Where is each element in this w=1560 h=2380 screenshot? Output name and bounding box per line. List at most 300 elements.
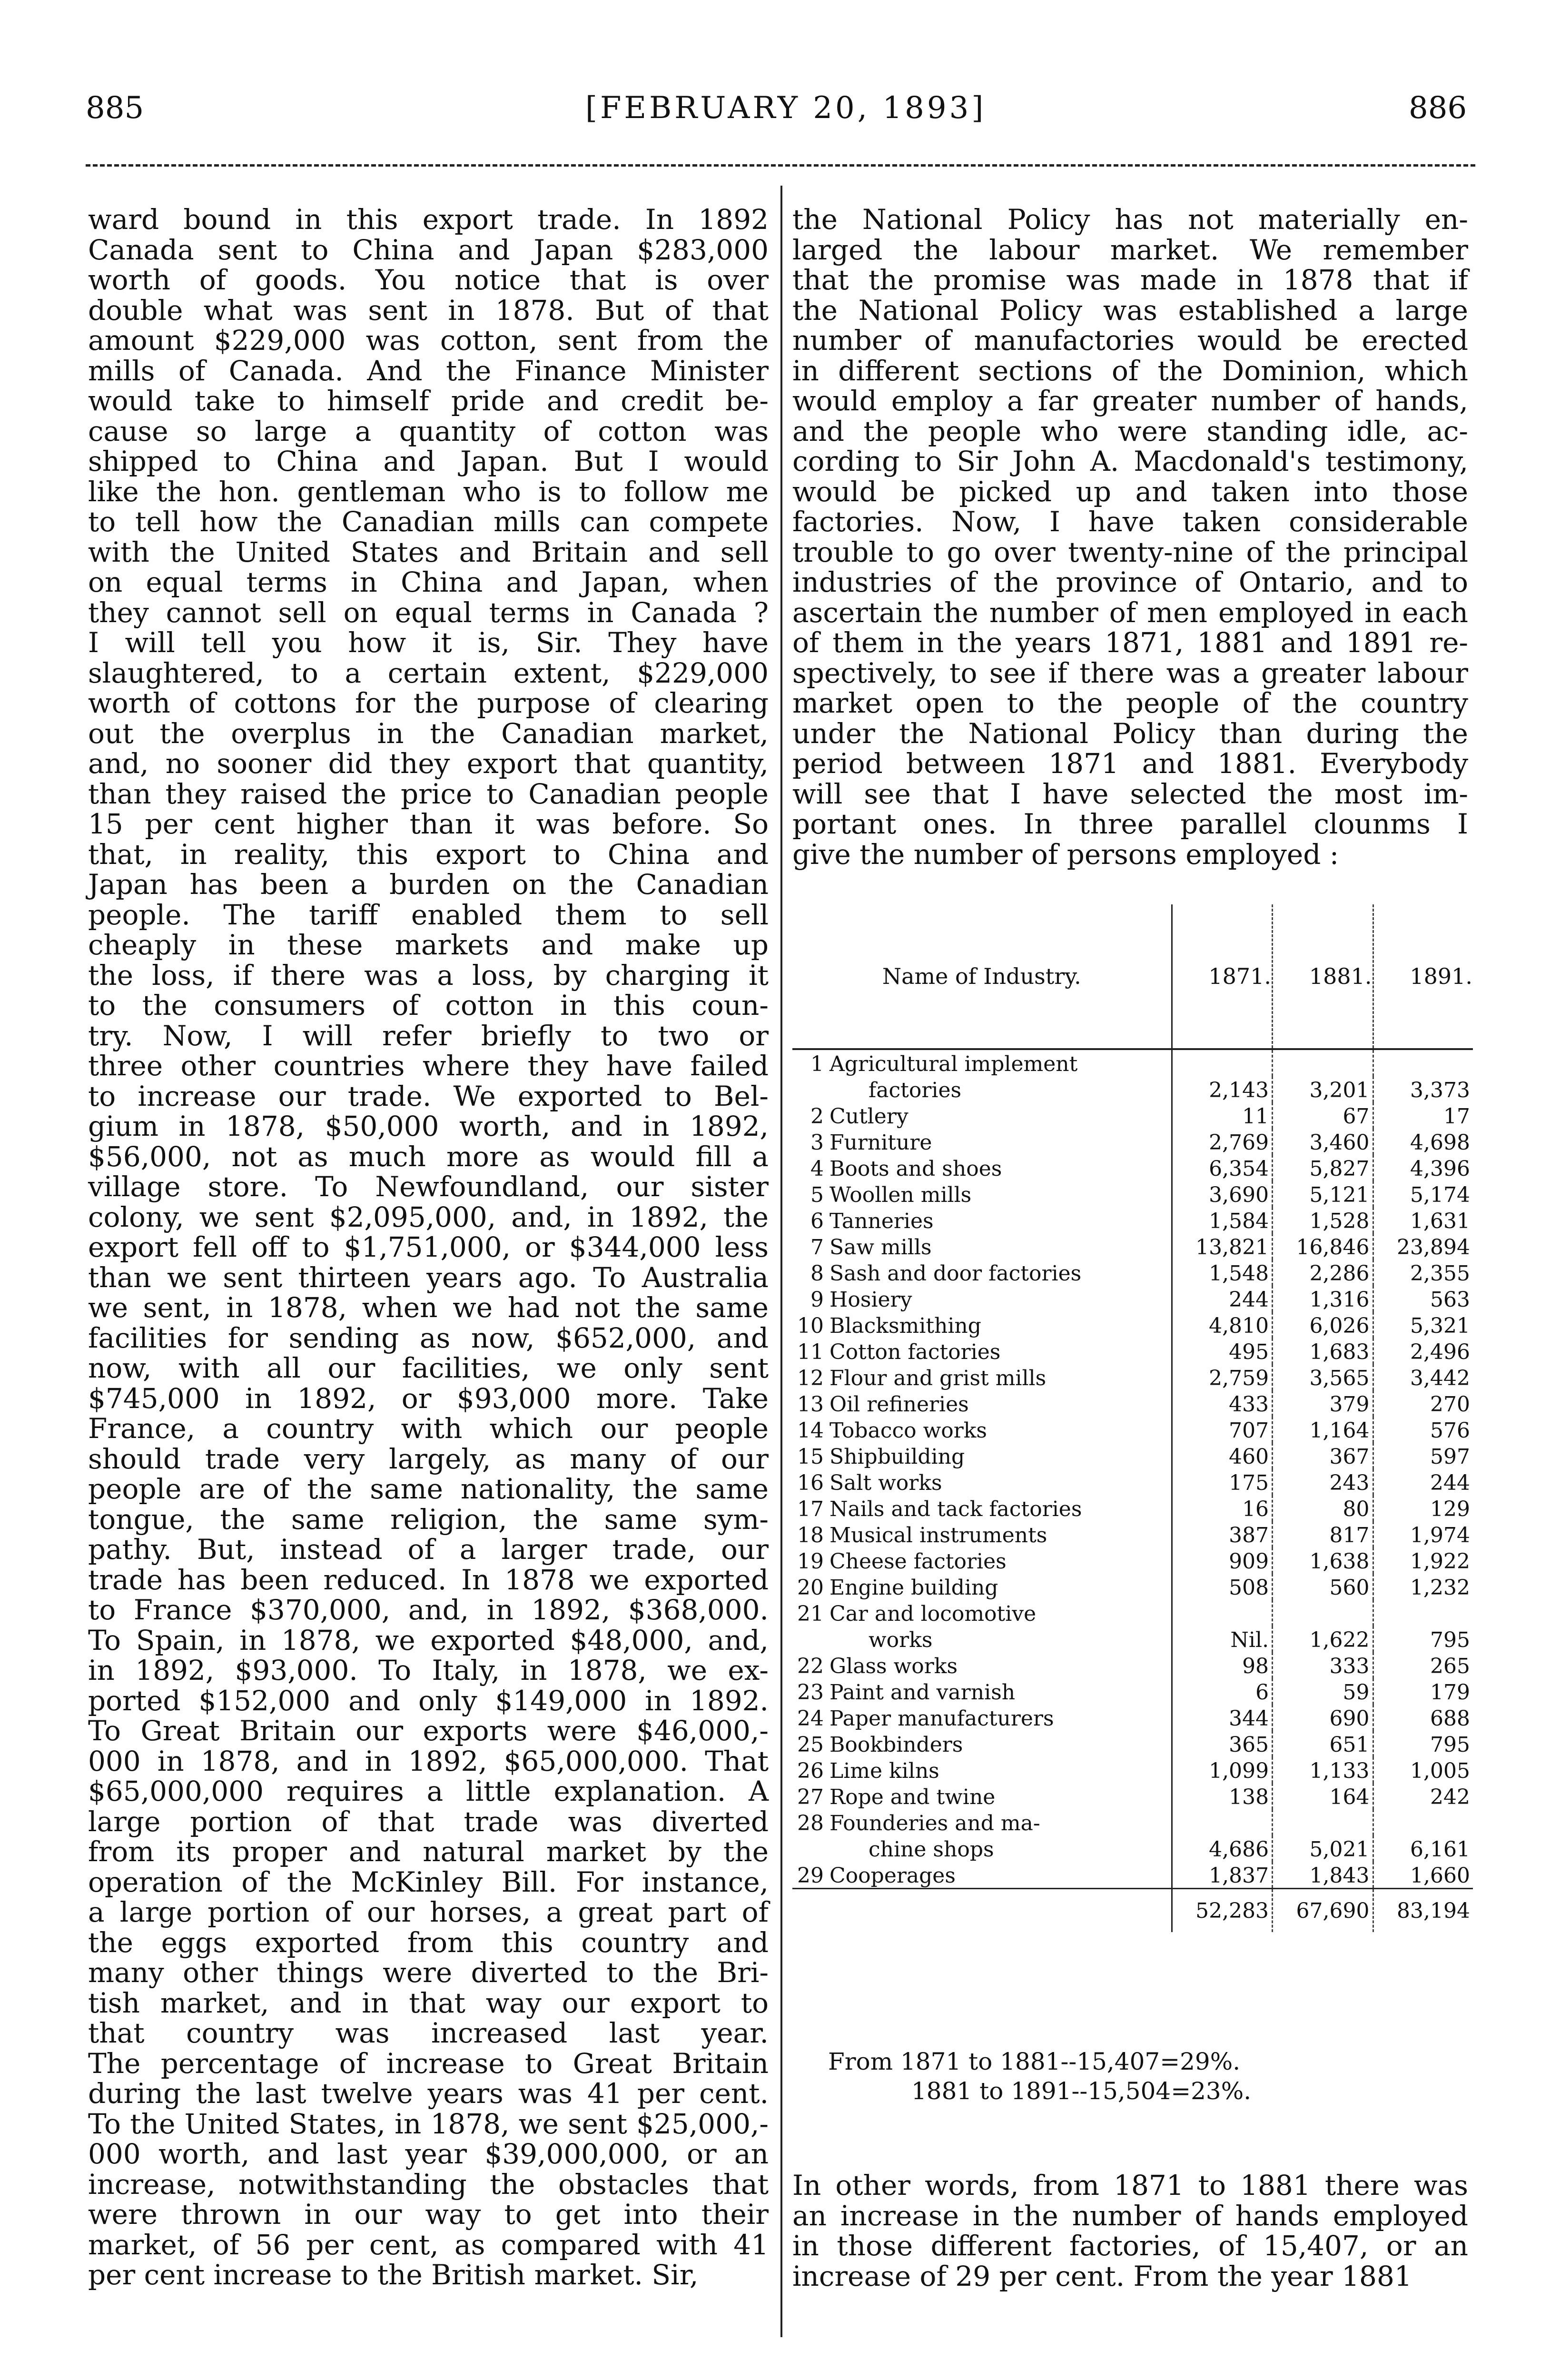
text-line: to France $370,000, and, in 1892, $368,000.	[88, 1594, 769, 1626]
text-line: in different sections of the Dominion, which	[792, 354, 1468, 387]
table-row	[792, 1757, 1473, 1783]
table-row	[792, 1049, 1473, 1076]
industry-name: Sash and door factories	[829, 1261, 1082, 1286]
text-line: $745,000 in 1892, or $93,000 more. Take	[88, 1382, 769, 1415]
text-line: $56,000, not as much more as would fill a	[88, 1140, 769, 1173]
industry-name: Bookbinders	[829, 1733, 963, 1757]
value-1871: 138	[1172, 1783, 1272, 1809]
row-number: 5	[810, 1183, 824, 1207]
table-row	[792, 1312, 1473, 1338]
text-line: ported $152,000 and only $149,000 in 1892.	[88, 1684, 769, 1717]
industry-name-cell	[792, 1417, 1172, 1443]
text-line: In other words, from 1871 to 1881 there was	[792, 2169, 1468, 2202]
value-1891: 1,974	[1410, 1523, 1470, 1547]
issue-date: [FEBRUARY 20, 1893]	[585, 90, 987, 126]
value-1891: 270	[1430, 1392, 1470, 1417]
value-1881: 59	[1273, 1678, 1373, 1705]
value-1871: 244	[1172, 1286, 1272, 1312]
industry-name-continuation: chine shops	[792, 1835, 1172, 1862]
row-number: 28	[797, 1811, 824, 1835]
text-line: they cannot sell on equal terms in Canada ?	[88, 596, 769, 629]
text-line: the eggs exported from this country and	[88, 1926, 769, 1959]
text-line: portant ones. In three parallel clounms I	[792, 808, 1468, 840]
industry-name: Nails and tack factories	[829, 1497, 1082, 1521]
text-line: ward bound in this export trade. In 1892	[88, 203, 769, 236]
text-line: to the consumers of cotton in this coun-	[88, 989, 769, 1021]
table-row	[792, 1207, 1473, 1233]
text-line: number of manufactories would be erected	[792, 324, 1468, 357]
table-row-continuation	[792, 1835, 1473, 1862]
industry-name-cell	[792, 1757, 1172, 1783]
value-1891: 795	[1430, 1733, 1470, 1757]
value-1871: 4,810	[1172, 1312, 1272, 1338]
value-1871: 2,143	[1172, 1076, 1272, 1102]
value-1891: 5,174	[1410, 1183, 1470, 1207]
text-line: and, no sooner did they export that quantity,	[88, 747, 769, 780]
table-header-row	[792, 904, 1473, 1049]
value-1881: 3,460	[1273, 1129, 1373, 1155]
industry-name: Flour and grist mills	[829, 1366, 1047, 1390]
total-label-cell	[792, 1889, 1172, 1933]
text-line: now, with all our facilities, we only sent	[88, 1352, 769, 1384]
table-row	[792, 1259, 1473, 1286]
text-line: three other countries where they have failed	[88, 1050, 769, 1082]
industry-name-cell	[792, 1574, 1172, 1600]
empty-cell	[1273, 1049, 1373, 1076]
industry-name: Hosiery	[829, 1288, 912, 1312]
text-line: To Great Britain our exports were $46,000,-	[88, 1715, 769, 1747]
text-line: trade has been reduced. In 1878 we exported	[88, 1563, 769, 1596]
empty-cell	[1172, 1809, 1272, 1835]
value-1871: 433	[1172, 1390, 1272, 1417]
text-line: period between 1871 and 1881. Everybody	[792, 747, 1468, 780]
value-1871: 344	[1172, 1705, 1272, 1731]
total-1891: 83,194	[1373, 1889, 1473, 1933]
value-1881: 164	[1273, 1783, 1373, 1809]
text-line: 15 per cent higher than it was before. So	[88, 808, 769, 840]
value-1891: 242	[1430, 1785, 1470, 1809]
value-1891: 17	[1443, 1104, 1470, 1129]
row-number: 21	[797, 1602, 824, 1626]
text-line: people. The tariff enabled them to sell	[88, 898, 769, 931]
value-1881: 67	[1273, 1102, 1373, 1129]
empty-cell	[1172, 1600, 1272, 1626]
industry-name: Engine building	[829, 1576, 998, 1600]
industry-name: Paint and varnish	[829, 1680, 1016, 1705]
text-line: worth of cottons for the purpose of clearing	[88, 687, 769, 719]
row-number: 20	[797, 1576, 824, 1600]
industry-name-cell	[792, 1731, 1172, 1757]
text-line: out the overplus in the Canadian market,	[88, 717, 769, 750]
industry-table-wrapper	[792, 904, 1473, 1932]
table-row	[792, 1338, 1473, 1364]
table-row	[792, 1862, 1473, 1889]
text-line: under the National Policy than during the	[792, 717, 1468, 750]
row-number: 11	[797, 1340, 824, 1364]
text-line: worth of goods. You notice that is over	[88, 264, 769, 296]
table-row	[792, 1390, 1473, 1417]
industry-name-cell	[792, 1181, 1172, 1207]
table-row	[792, 1495, 1473, 1521]
text-line: export fell off to $1,751,000, or $344,000 less	[88, 1231, 769, 1263]
value-1891: 3,442	[1410, 1366, 1470, 1390]
text-line: many other things were diverted to the Bri-	[88, 1956, 769, 1989]
row-number: 17	[797, 1497, 824, 1521]
text-line: gium in 1878, $50,000 worth, and in 1892,	[88, 1110, 769, 1142]
text-line: market open to the people of the country	[792, 687, 1468, 719]
value-1891: 23,894	[1397, 1235, 1470, 1259]
industry-name: Agricultural implement	[829, 1052, 1078, 1076]
text-line: tish market, and in that way our export to	[88, 1986, 769, 2019]
value-1891: 4,698	[1410, 1130, 1470, 1155]
text-line: village store. To Newfoundland, our sister	[88, 1170, 769, 1203]
table-row	[792, 1233, 1473, 1259]
industry-name-cell	[792, 1521, 1172, 1547]
table-row	[792, 1417, 1473, 1443]
text-line: like the hon. gentleman who is to follow me	[88, 475, 769, 508]
industry-name: Glass works	[829, 1654, 958, 1678]
text-line: mills of Canada. And the Finance Minister	[88, 354, 769, 387]
row-number: 27	[797, 1785, 824, 1809]
value-1891: 244	[1430, 1471, 1470, 1495]
value-1871: 460	[1172, 1443, 1272, 1469]
value-1891: 1,922	[1410, 1549, 1470, 1574]
industry-name-cell	[792, 1207, 1172, 1233]
row-number: 24	[797, 1706, 824, 1731]
empty-cell	[1373, 1809, 1473, 1835]
text-line: tongue, the same religion, the same sym-	[88, 1503, 769, 1536]
text-line: increase of 29 per cent. From the year 1881	[792, 2260, 1412, 2292]
total-1881: 67,690	[1273, 1889, 1373, 1933]
header-rule	[86, 164, 1475, 167]
industry-name: Cotton factories	[829, 1340, 1001, 1364]
note-1871-1881: From 1871 to 1881--15,407=29%.	[828, 2048, 1241, 2075]
value-1871: 1,584	[1172, 1207, 1272, 1233]
industry-name-cell	[792, 1286, 1172, 1312]
text-line: cording to Sir John A. Macdonald's testimony,	[792, 445, 1468, 477]
industry-name: Rope and twine	[829, 1785, 996, 1809]
industry-name: Tanneries	[829, 1209, 934, 1233]
table-total-row	[792, 1889, 1473, 1933]
value-1881: 2,286	[1273, 1259, 1373, 1286]
industry-name-cell	[792, 1705, 1172, 1731]
text-line: would take to himself pride and credit be-	[88, 385, 769, 417]
text-line: should trade very largely, as many of our	[88, 1442, 769, 1475]
text-line: in those different factories, of 15,407, or an	[792, 2230, 1468, 2262]
text-line: operation of the McKinley Bill. For instance,	[88, 1865, 769, 1898]
value-1871: 13,821	[1172, 1233, 1272, 1259]
text-line: double what was sent in 1878. But of that	[88, 294, 769, 327]
text-line: pathy. But, instead of a larger trade, our	[88, 1533, 769, 1566]
text-line: factories. Now, I have taken considerable	[792, 506, 1468, 538]
value-1881: 379	[1273, 1390, 1373, 1417]
text-line: larged the labour market. We remember	[792, 233, 1468, 266]
value-1871: 4,686	[1172, 1835, 1272, 1862]
value-1891: 563	[1430, 1288, 1470, 1312]
text-line: that the promise was made in 1878 that if	[792, 264, 1468, 296]
text-line: industries of the province of Ontario, and to	[792, 566, 1468, 598]
row-number: 13	[797, 1392, 824, 1417]
value-1871: 3,690	[1172, 1181, 1272, 1207]
row-number: 19	[797, 1549, 824, 1574]
row-number: 10	[797, 1314, 824, 1338]
text-line: ascertain the number of men employed in each	[792, 596, 1468, 629]
text-line: trouble to go over twenty-nine of the principal	[792, 536, 1468, 568]
value-1881: 1,316	[1273, 1286, 1373, 1312]
value-1881: 5,827	[1273, 1155, 1373, 1181]
industry-name-cell	[792, 1495, 1172, 1521]
industry-name-cell	[792, 1129, 1172, 1155]
industry-name: Shipbuilding	[829, 1445, 965, 1469]
row-number: 7	[810, 1235, 824, 1259]
table-row	[792, 1731, 1473, 1757]
industry-name: Car and locomotive	[829, 1602, 1037, 1626]
industry-name-cell	[792, 1547, 1172, 1574]
value-1881: 243	[1273, 1469, 1373, 1495]
table-row	[792, 1521, 1473, 1547]
value-1871: Nil.	[1172, 1626, 1272, 1652]
text-line: 000 worth, and last year $39,000,000, or an	[88, 2138, 769, 2170]
percentage-notes	[828, 2047, 1251, 2106]
empty-cell	[1273, 1600, 1373, 1626]
industry-name: Boots and shoes	[829, 1157, 1002, 1181]
row-number: 6	[810, 1209, 824, 1233]
text-line: per cent increase to the British market. Sir,	[88, 2259, 699, 2291]
value-1871: 365	[1172, 1731, 1272, 1757]
industry-name-cell	[792, 1233, 1172, 1259]
table-row	[792, 1678, 1473, 1705]
left-column-text	[88, 205, 769, 2291]
industry-name: Musical instruments	[829, 1523, 1047, 1547]
text-line: France, a country with which our people	[88, 1412, 769, 1445]
value-1891: 3,373	[1410, 1078, 1470, 1102]
value-1871: 387	[1172, 1521, 1272, 1547]
page-number-right: 886	[1409, 90, 1467, 126]
text-line: on equal terms in China and Japan, when	[88, 566, 769, 598]
value-1871: 2,769	[1172, 1129, 1272, 1155]
industry-name-cell	[792, 1600, 1172, 1626]
value-1871: 1,099	[1172, 1757, 1272, 1783]
text-line: with the United States and Britain and sell	[88, 536, 769, 568]
value-1891: 1,631	[1410, 1209, 1470, 1233]
value-1881: 1,622	[1273, 1626, 1373, 1652]
text-line: of them in the years 1871, 1881 and 1891 re-	[792, 626, 1468, 659]
text-line: cause so large a quantity of cotton was	[88, 415, 769, 447]
industry-name: Salt works	[829, 1471, 942, 1495]
text-line: cheaply in these markets and make up	[88, 929, 769, 961]
empty-cell	[1373, 1600, 1473, 1626]
column-divider	[780, 186, 782, 2337]
text-line: try. Now, I will refer briefly to two or	[88, 1019, 769, 1052]
text-line: colony, we sent $2,095,000, and, in 1892, the	[88, 1200, 769, 1233]
table-row	[792, 1286, 1473, 1312]
text-line: to increase our trade. We exported to Bel-	[88, 1080, 769, 1112]
value-1881: 1,528	[1273, 1207, 1373, 1233]
text-line: an increase in the number of hands employed	[792, 2199, 1468, 2232]
industry-name: Lime kilns	[829, 1759, 939, 1783]
text-line: increase, notwithstanding the obstacles that	[88, 2168, 769, 2201]
industry-name-cell	[792, 1783, 1172, 1809]
row-number: 12	[797, 1366, 824, 1390]
industry-name-cell	[792, 1312, 1172, 1338]
row-number: 9	[810, 1288, 824, 1312]
row-number: 23	[797, 1680, 824, 1705]
industry-name: Cooperages	[829, 1864, 956, 1888]
industry-name-cell	[792, 1652, 1172, 1678]
industry-name-cell	[792, 1443, 1172, 1469]
row-number: 3	[810, 1130, 824, 1155]
value-1881: 333	[1273, 1652, 1373, 1678]
text-line: the loss, if there was a loss, by charging it	[88, 959, 769, 992]
value-1891: 129	[1430, 1497, 1470, 1521]
value-1891: 688	[1430, 1706, 1470, 1731]
table-row	[792, 1364, 1473, 1390]
industry-name-cell	[792, 1364, 1172, 1390]
row-number: 26	[797, 1759, 824, 1783]
industry-name: Oil refineries	[829, 1392, 969, 1417]
text-line: Canada sent to China and Japan $283,000	[88, 233, 769, 266]
table-row	[792, 1129, 1473, 1155]
value-1871: 909	[1172, 1547, 1272, 1574]
header-1881: 1881.	[1273, 904, 1373, 1049]
industry-name-continuation: factories	[792, 1076, 1172, 1102]
industry-name: Paper manufacturers	[829, 1706, 1054, 1731]
table-row	[792, 1469, 1473, 1495]
industry-employment-table	[792, 904, 1473, 1932]
value-1881: 5,021	[1273, 1835, 1373, 1862]
industry-name-cell	[792, 1155, 1172, 1181]
value-1891: 1,232	[1410, 1576, 1470, 1600]
text-line: than we sent thirteen years ago. To Australia	[88, 1261, 769, 1294]
table-row-continuation	[792, 1076, 1473, 1102]
text-line: will see that I have selected the most im-	[792, 777, 1468, 810]
table-row	[792, 1181, 1473, 1207]
value-1881: 3,201	[1273, 1076, 1373, 1102]
industry-name-cell	[792, 1862, 1172, 1889]
after-table-text	[792, 2171, 1468, 2291]
industry-name-cell	[792, 1678, 1172, 1705]
value-1871: 6,354	[1172, 1155, 1272, 1181]
industry-name: Founderies and ma-	[829, 1811, 1040, 1835]
text-line: market, of 56 per cent, as compared with 41	[88, 2228, 769, 2261]
row-number: 4	[810, 1157, 824, 1181]
row-number: 2	[810, 1104, 824, 1129]
value-1891: 1,005	[1410, 1759, 1470, 1783]
right-column-text	[792, 205, 1468, 870]
text-line: would employ a far greater number of hands,	[792, 385, 1468, 417]
text-line: people are of the same nationality, the same	[88, 1473, 769, 1505]
value-1881: 560	[1273, 1574, 1373, 1600]
value-1881: 1,638	[1273, 1547, 1373, 1574]
text-line: spectively, to see if there was a greater labour	[792, 656, 1468, 689]
table-row	[792, 1102, 1473, 1129]
text-line: facilities for sending as now, $652,000, and	[88, 1321, 769, 1354]
text-line: The percentage of increase to Great Britain	[88, 2047, 769, 2080]
text-line: I will tell you how it is, Sir. They have	[88, 626, 769, 659]
value-1881: 1,164	[1273, 1417, 1373, 1443]
table-row	[792, 1600, 1473, 1626]
value-1891: 576	[1430, 1418, 1470, 1443]
table-row	[792, 1783, 1473, 1809]
text-line: that country was increased last year.	[88, 2017, 769, 2049]
row-number: 29	[797, 1864, 824, 1888]
text-line: To the United States, in 1878, we sent $25,000,-	[88, 2107, 769, 2140]
row-number: 22	[797, 1654, 824, 1678]
industry-name-cell	[792, 1809, 1172, 1835]
text-line: To Spain, in 1878, we exported $48,000, and,	[88, 1624, 769, 1656]
industry-name-cell	[792, 1469, 1172, 1495]
table-row	[792, 1652, 1473, 1678]
value-1871: 1,548	[1172, 1259, 1272, 1286]
table-row	[792, 1155, 1473, 1181]
text-line: Japan has been a burden on the Canadian	[88, 868, 769, 901]
value-1881: 1,683	[1273, 1338, 1373, 1364]
text-line: in 1892, $93,000. To Italy, in 1878, we ex-	[88, 1654, 769, 1686]
value-1881: 651	[1273, 1731, 1373, 1757]
industry-name-cell	[792, 1390, 1172, 1417]
empty-cell	[1273, 1809, 1373, 1835]
text-line: from its proper and natural market by the	[88, 1835, 769, 1868]
row-number: 8	[810, 1261, 824, 1286]
industry-name: Cutlery	[829, 1104, 908, 1129]
value-1881: 1,133	[1273, 1757, 1373, 1783]
value-1881: 690	[1273, 1705, 1373, 1731]
empty-cell	[1373, 1049, 1473, 1076]
value-1891: 265	[1430, 1654, 1470, 1678]
text-line: were thrown in our way to get into their	[88, 2198, 769, 2231]
table-row	[792, 1809, 1473, 1835]
industry-name: Woollen mills	[829, 1183, 972, 1207]
value-1881: 3,565	[1273, 1364, 1373, 1390]
value-1871: 11	[1172, 1102, 1272, 1129]
text-line: we sent, in 1878, when we had not the same	[88, 1291, 769, 1324]
row-number: 14	[797, 1418, 824, 1443]
value-1891: 4,396	[1410, 1157, 1470, 1181]
industry-name-cell	[792, 1259, 1172, 1286]
page-header	[0, 0, 1560, 152]
row-number: 25	[797, 1733, 824, 1757]
text-line: large portion of that trade was diverted	[88, 1805, 769, 1838]
table-row	[792, 1574, 1473, 1600]
value-1881: 367	[1273, 1443, 1373, 1469]
value-1891: 2,355	[1410, 1261, 1470, 1286]
text-line: than they raised the price to Canadian people	[88, 777, 769, 810]
table-row	[792, 1705, 1473, 1731]
text-line: give the number of persons employed :	[792, 838, 1339, 871]
value-1871: 16	[1172, 1495, 1272, 1521]
text-line: that, in reality, this export to China and	[88, 838, 769, 871]
text-line: would be picked up and taken into those	[792, 475, 1468, 508]
value-1871: 495	[1172, 1338, 1272, 1364]
row-number: 1	[810, 1052, 824, 1076]
value-1881: 817	[1273, 1521, 1373, 1547]
value-1891: 795	[1430, 1628, 1470, 1652]
value-1891: 2,496	[1410, 1340, 1470, 1364]
text-line: during the last twelve years was 41 per cent.	[88, 2077, 769, 2110]
text-line: amount $229,000 was cotton, sent from the	[88, 324, 769, 357]
table-row-continuation	[792, 1626, 1473, 1652]
value-1891: 179	[1430, 1680, 1470, 1705]
value-1871: 1,837	[1172, 1862, 1272, 1889]
row-number: 18	[797, 1523, 824, 1547]
text-line: the National Policy has not materially en-	[792, 203, 1468, 236]
header-industry: Name of Industry.	[792, 904, 1172, 1049]
table-row	[792, 1443, 1473, 1469]
value-1891: 597	[1430, 1445, 1470, 1469]
industry-name-cell	[792, 1338, 1172, 1364]
value-1871: 98	[1172, 1652, 1272, 1678]
industry-name-continuation: works	[792, 1626, 1172, 1652]
